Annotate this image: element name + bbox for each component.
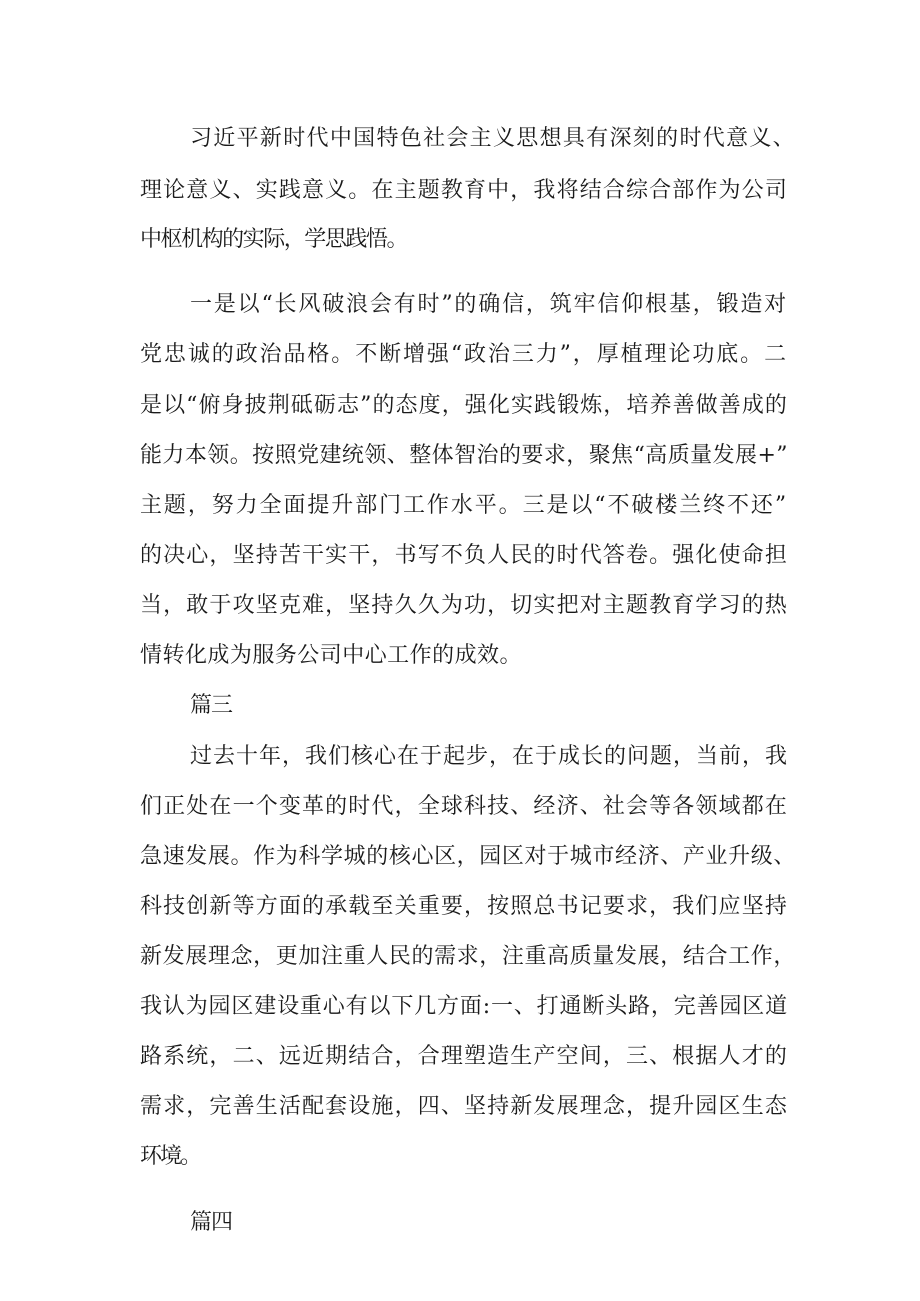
- text-line: 能力本领。按照党建统领、整体智治的要求，聚焦“高质量发展+”: [140, 443, 788, 468]
- text-line: 是以“俯身披荆砥砺志”的态度，强化实践锻炼，培养善做善成的: [140, 393, 788, 418]
- text-line: 需求，完善生活配套设施，四、坚持新发展理念，提升园区生态: [140, 1094, 788, 1119]
- text-line: 中枢机构的实际，学思践悟。: [140, 227, 407, 252]
- text-line: 情转化成为服务公司中心工作的成效。: [140, 643, 522, 668]
- text-line: 急速发展。作为科学城的核心区，园区对于城市经济、产业升级、: [140, 844, 796, 869]
- text-line: 过去十年，我们核心在于起步，在于成长的问题，当前，我: [190, 744, 788, 769]
- text-line: 新发展理念，更加注重人民的需求，注重高质量发展，结合工作，: [140, 944, 796, 969]
- text-line: 科技创新等方面的承载至关重要，按照总书记要求，我们应坚持: [140, 894, 788, 919]
- text-line: 的决心，坚持苦干实干，书写不负人民的时代答卷。强化使命担: [140, 543, 788, 568]
- text-line: 一是以“长风破浪会有时”的确信，筑牢信仰根基，锻造对: [190, 292, 788, 317]
- text-line: 我认为园区建设重心有以下几方面:一、打通断头路，完善园区道: [140, 994, 788, 1019]
- text-line: 们正处在一个变革的时代，全球科技、经济、社会等各领域都在: [140, 794, 788, 819]
- section-heading: 篇三: [190, 693, 232, 718]
- text-line: 习近平新时代中国特色社会主义思想具有深刻的时代意义、: [190, 126, 796, 151]
- text-line: 当，敢于攻坚克难，坚持久久为功，切实把对主题教育学习的热: [140, 593, 788, 618]
- text-line: 环境。: [140, 1144, 201, 1169]
- section-heading: 篇四: [190, 1210, 232, 1235]
- text-line: 理论意义、实践意义。在主题教育中，我将结合综合部作为公司: [140, 178, 788, 203]
- text-line: 路系统，二、远近期结合，合理塑造生产空间，三、根据人才的: [140, 1044, 788, 1069]
- text-line: 党忠诚的政治品格。不断增强“政治三力”，厚植理论功底。二: [140, 342, 788, 367]
- text-line: 主题，努力全面提升部门工作水平。三是以“不破楼兰终不还”: [140, 493, 788, 518]
